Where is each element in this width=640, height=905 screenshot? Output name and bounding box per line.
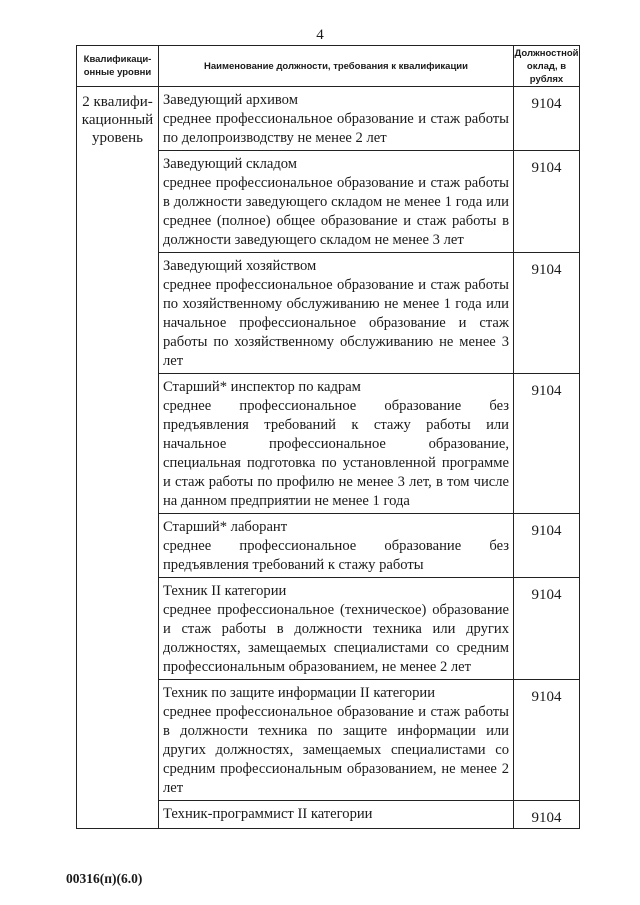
table-row (77, 87, 580, 151)
position-title: Техник-программист II категории (163, 806, 373, 822)
qualification-level: 2 квалифи-кационный уровень (77, 87, 159, 829)
position-description (159, 680, 514, 801)
position-description (159, 514, 514, 578)
position-title: Заведующий архивом (163, 92, 298, 108)
position-requirements: среднее профессиональное (техническое) образование и стаж работы в должности техника или других должностях, замещаемых специалистами со средним профессиональным образованием, не менее 2 лет (163, 602, 509, 675)
position-title: Заведующий хозяйством (163, 258, 317, 274)
position-title: Техник по защите информации II категории (163, 685, 436, 701)
position-description (159, 151, 514, 253)
position-salary: 9104 (514, 680, 580, 801)
table-body (77, 87, 580, 829)
position-title: Старший* инспектор по кадрам (163, 379, 361, 395)
position-description (159, 578, 514, 680)
position-description (159, 374, 514, 514)
position-salary: 9104 (514, 374, 580, 514)
position-requirements: среднее профессиональное образование и стаж работы по хозяйственному обслуживанию не менее 1 года или начальное профессиональное образование и стаж работы по хозяйственному обслуживанию не менее 3 лет (163, 277, 509, 369)
table-header-row (77, 46, 580, 87)
position-salary: 9104 (514, 801, 580, 829)
page-number: 4 (316, 27, 324, 43)
position-salary: 9104 (514, 514, 580, 578)
header-position: Наименование должности, требования к квалификации (159, 46, 514, 87)
position-salary: 9104 (514, 253, 580, 374)
position-description (159, 87, 514, 151)
qualification-table (76, 45, 580, 829)
document-code: 00316(п)(6.0) (66, 871, 143, 886)
position-salary: 9104 (514, 151, 580, 253)
position-description (159, 801, 514, 829)
position-salary: 9104 (514, 87, 580, 151)
position-title: Заведующий складом (163, 156, 298, 172)
header-level: Квалификаци-онные уровни (77, 46, 159, 87)
position-title: Старший* лаборант (163, 519, 288, 535)
position-requirements: среднее профессиональное образование и стаж работы по делопроизводству не менее 2 лет (163, 111, 509, 146)
position-requirements: среднее профессиональное образование и стаж работы в должности техника по защите информации или других должностях, замещаемых специалистами со средним профессиональным образованием, не менее 2 лет (163, 704, 509, 796)
header-salary: Должностной оклад, в рублях (514, 47, 579, 85)
position-requirements: среднее профессиональное образование без предъявления требований к стажу работы или начальное профессиональное образование, специальная подготовка по установленной программе и стаж работы по профилю не менее 3 лет, в том числе на данном предприятии не менее 1 года (163, 398, 509, 509)
position-title: Техник II категории (163, 583, 287, 599)
position-requirements: среднее профессиональное образование и стаж работы в должности заведующего складом не менее 1 года или среднее (полное) общее образование и стаж работы в должности заведующего складом не менее 3 лет (163, 175, 509, 248)
position-requirements: среднее профессиональное образование без предъявления требований к стажу работы (163, 538, 509, 573)
position-salary: 9104 (514, 578, 580, 680)
position-description (159, 253, 514, 374)
